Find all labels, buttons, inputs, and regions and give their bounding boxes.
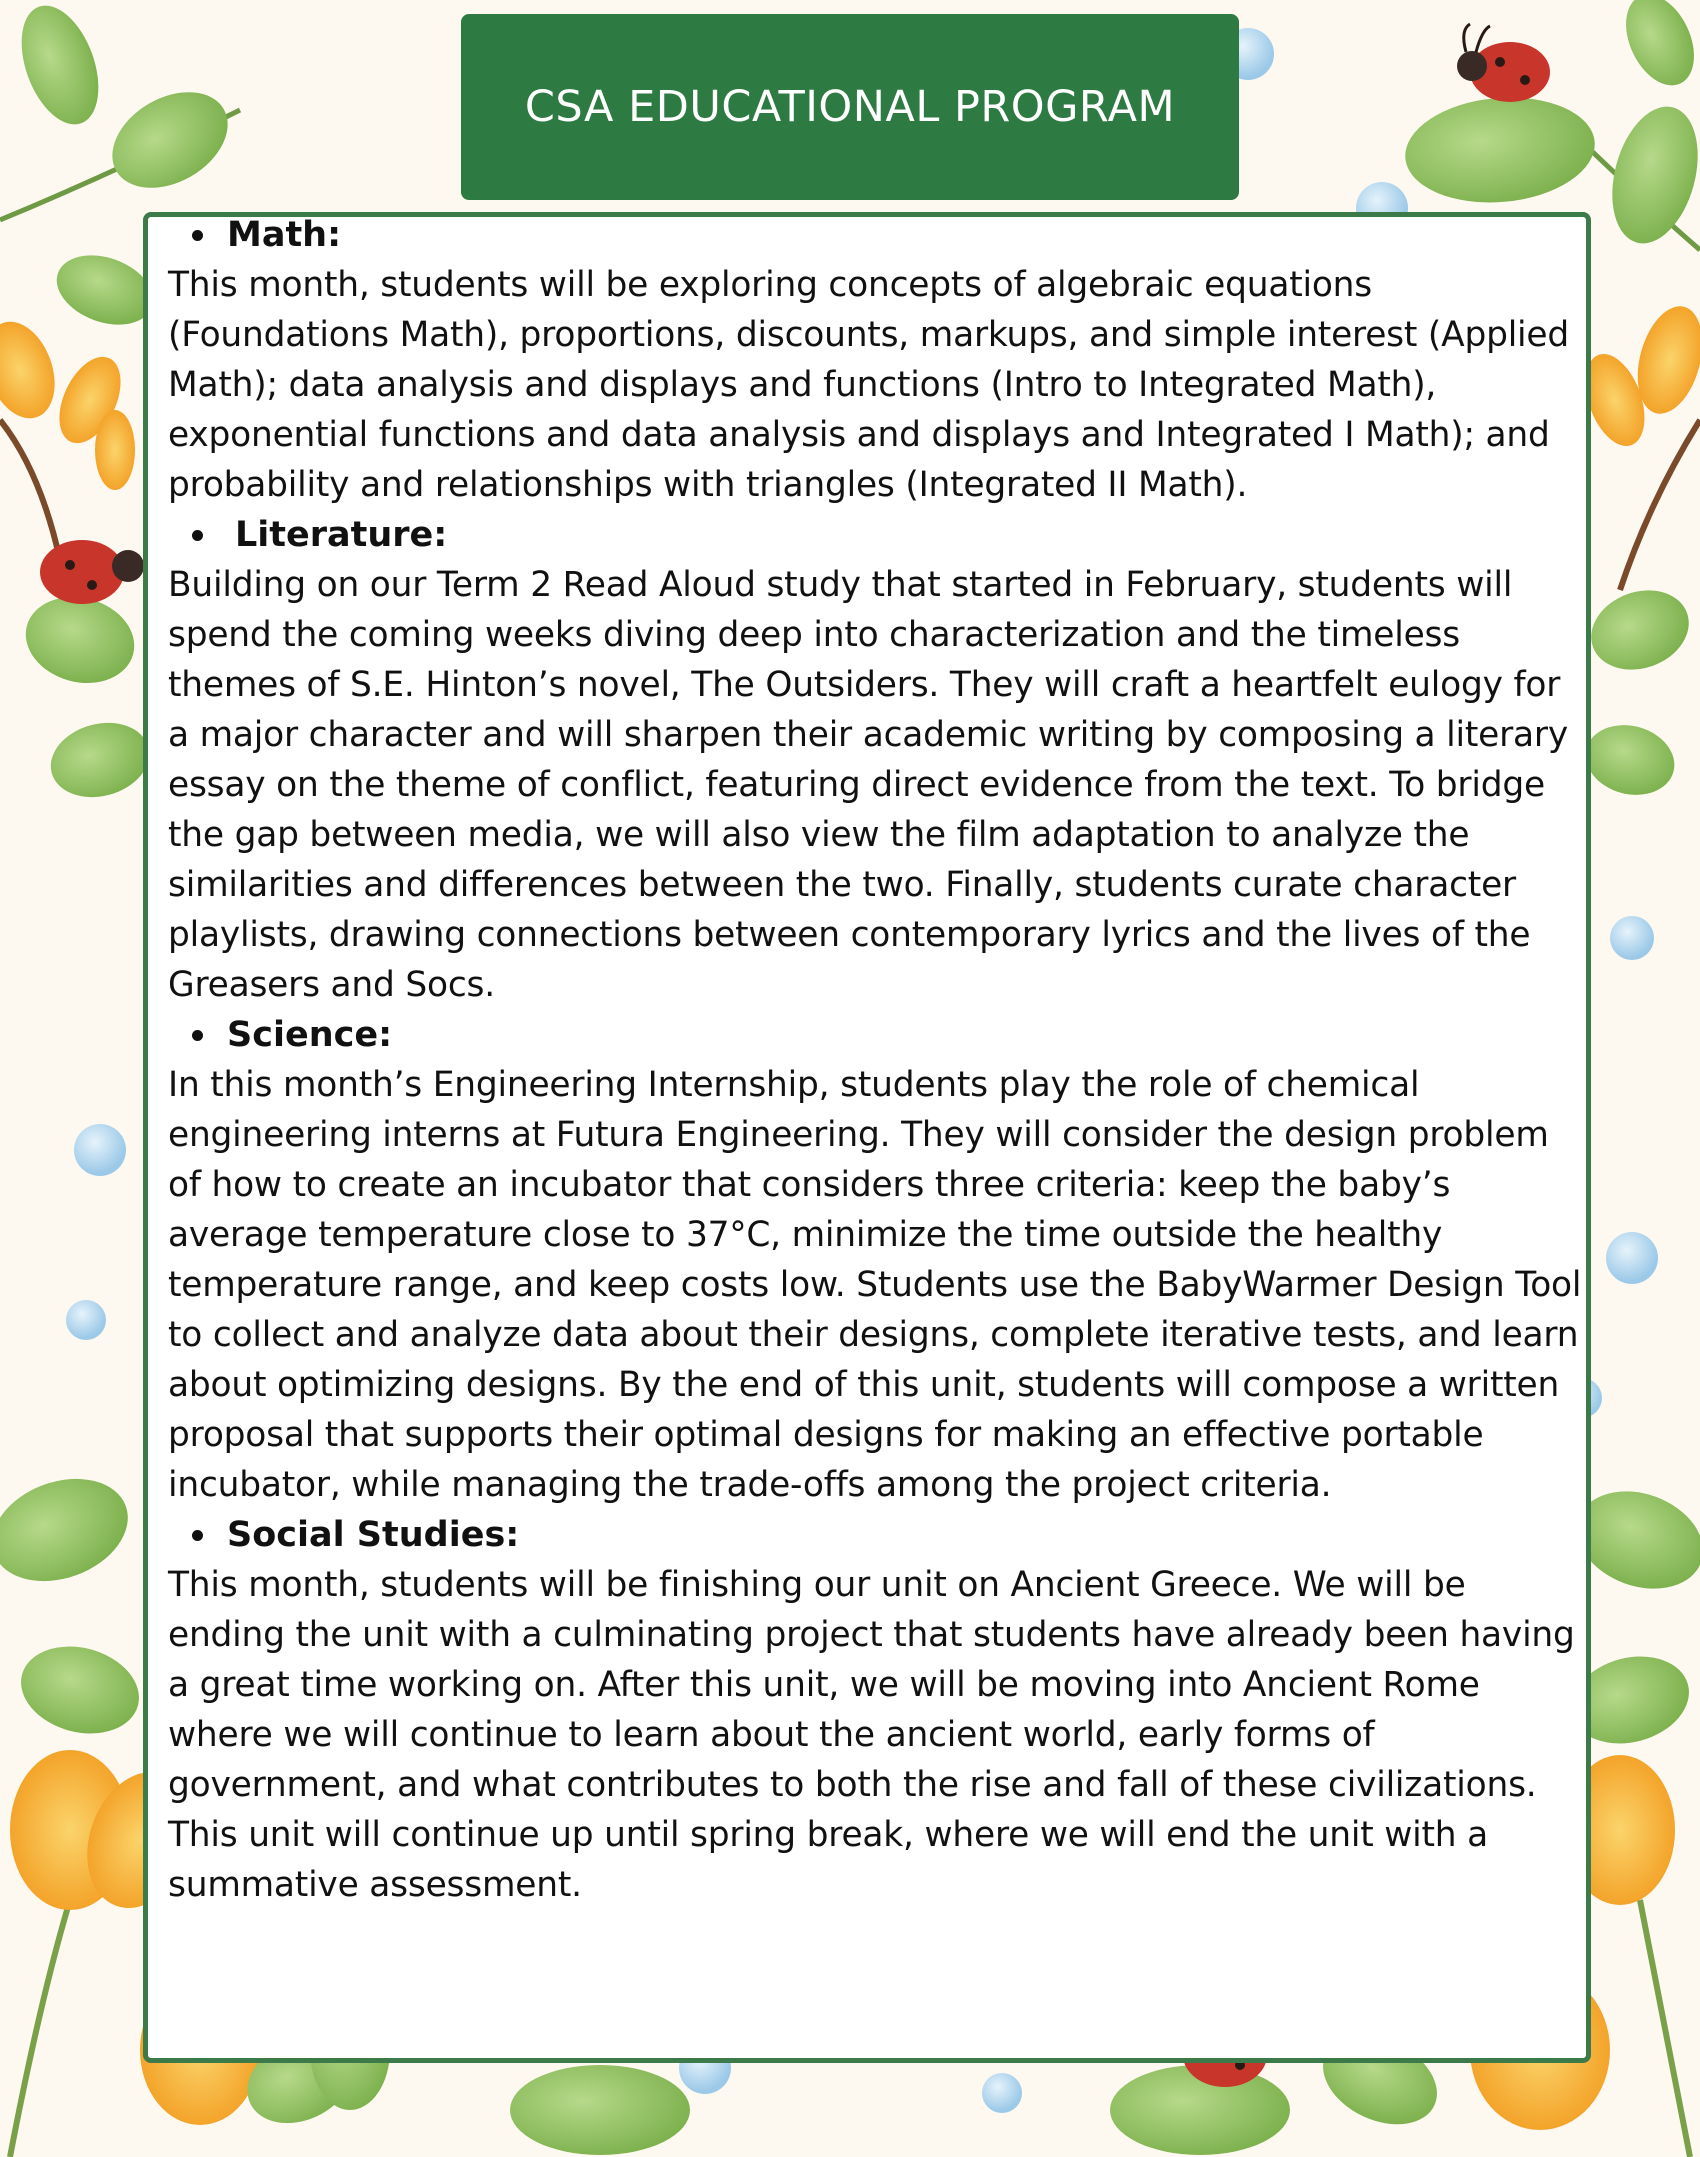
section-math <box>168 210 1586 510</box>
flower-left-upper <box>0 312 135 560</box>
section-body: In this month’s Engineering Internship, students play the role of chemical engineering interns at Futura Engineering. They will consider the design problem of how to create an incubator that considers three criteria: keep the baby’s average temperature close to 37°C, minimize the time outside the healthy temperature range, and keep costs low. Students use the BabyWarmer Design Tool to collect and analyze data about their designs, complete iterative tests, and learn about optimizing designs. By the end of this unit, students will compose a written proposal that supports their optimal designs for making an effective portable incubator, while managing the trade-offs among the project criteria. <box>168 1065 1582 1505</box>
section-heading-label: Social Studies: <box>227 1515 520 1555</box>
page-title: CSA EDUCATIONAL PROGRAM <box>524 82 1176 132</box>
section-heading-label: Literature: <box>235 515 448 555</box>
bullet-icon <box>192 1530 203 1541</box>
section-literature <box>168 510 1586 1010</box>
section-heading-label: Science: <box>227 1015 393 1055</box>
leaf-cluster-left-middle <box>16 585 158 808</box>
section-body: This month, students will be finishing our unit on Ancient Greece. We will be ending the unit with a culminating project that students have already been having a great time working on. After this unit, we will be moving into Ancient Rome where we will continue to learn about the ancient world, early forms of government, and what contributes to both the rise and fall of these civilizations. This unit will continue up until spring break, where we will end the unit with a summative assessment. <box>168 1565 1575 1905</box>
ladybug-icon <box>1457 24 1550 102</box>
section-heading <box>192 510 1586 560</box>
leaf-cluster-right-middle <box>1578 577 1700 804</box>
flower-right-upper <box>1574 299 1700 590</box>
bullet-icon <box>192 230 203 241</box>
section-heading <box>192 210 1586 260</box>
section-body: Building on our Term 2 Read Aloud study that started in February, students will spend the coming weeks diving deep into characterization and the timeless themes of S.E. Hinton’s novel, The Outsiders. They will craft a heartfelt eulogy for a major character and will sharpen their academic writing by composing a literary essay on the theme of conflict, featuring direct evidence from the text. To bridge the gap between media, we will also view the film adaptation to analyze the similarities and differences between the two. Finally, students curate character playlists, drawing connections between contemporary lyrics and the lives of the Greasers and Socs. <box>168 565 1569 1005</box>
section-heading <box>192 1510 1586 1560</box>
bullet-icon <box>192 530 203 541</box>
title-banner <box>461 14 1239 200</box>
newsletter-content <box>168 210 1586 1910</box>
leaf-cluster-left-lower <box>0 1461 149 1746</box>
section-social-studies <box>168 1510 1586 1910</box>
bullet-icon <box>192 1030 203 1041</box>
section-heading-label: Math: <box>227 215 342 255</box>
ladybug-icon <box>40 540 144 604</box>
section-science <box>168 1010 1586 1510</box>
section-body: This month, students will be exploring concepts of algebraic equations (Foundations Math), proportions, discounts, markups, and simple interest (Applied Math); data analysis and displays and functions (Intro to Integrated Math), exponential functions and data analysis and displays and Integrated I Math); and probability and relationships with triangles (Integrated II Math). <box>168 265 1570 505</box>
section-heading <box>192 1010 1586 1060</box>
